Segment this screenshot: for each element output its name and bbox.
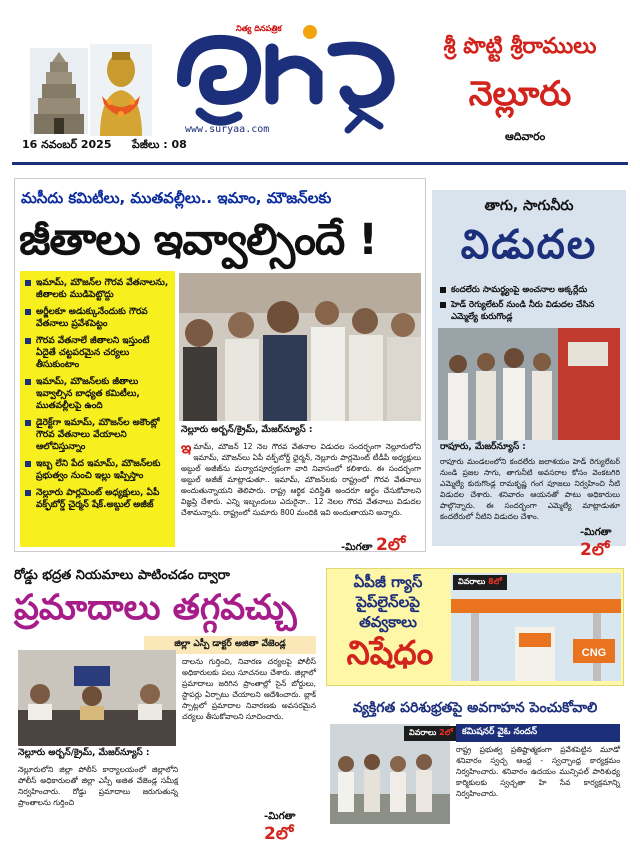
water-release-story	[432, 190, 626, 560]
cng-sign: CNG	[581, 647, 607, 659]
masthead-dedication: శ్రీ పొట్టి శ్రీరాములు	[443, 34, 597, 59]
continued-label: -మిగతా	[341, 542, 373, 553]
website-url[interactable]: www.suryaa.com	[185, 124, 270, 135]
release-highlights	[440, 284, 622, 326]
release-body: రాపూరు మండలంలోని కందలేరు జలాశయం హెడ్ రెగ్యులేటర్ నుండి ప్రజల సాగు, తాగునీటి అవసరాల కోసం వెంకటగిరి ఎమ్మెల్యే కురుగొండ్ల రామకృష్ణ గంగ పూజలు నిర్వహించి నీటి విడుదల చేశారు. శనివారం ఆయనతో పాటు అధికారులు పాల్గొన్నారు. ఈ సందర్భంగా ఎమ్మెల్యే మాట్లాడుతూ కందలేరులో నీటిని విడుదల చేశాం.	[440, 457, 620, 521]
release-credit: రాపూరు, మేజర్‌న్యూస్ :	[440, 442, 526, 452]
lead-body-text: మామ్, మౌజన్‌ 12 నెల గౌరవ వేతనాల విడుదల సందర్భంగా నెల్లూరులోని ఇమామ్, మౌజన్‌లు ఏపీ వక్ఫ్‌బోర్డ్ ఛైర్మన్, నెల్లూరు పార్లమెంట్ టీడీపీ అధ్యక్షులు అబ్దుల్ అజీజ్‌ను మర్యాదపూర్వకంగా వారి నివాసంలో కలిశారు. ఈ సందర్భంగా అబ్దుల్ అజీజ్ మాట్లాడుతూ.. ఇమామ్, మౌజన్‌లకు రాష్ట్రంలో గౌరవ వేతనాలు అందుతున్నాయని తెలిపారు. రాష్ట్ర ఆర్థిక పరిస్థితి అందరూ అర్థం చేసుకోవాలని విజ్ఞప్తి చేశారు. ఎన్ని ఇబ్బందులు ఎదురైనా.. 12 నెలల గౌరవ వేతనాలు విడుదల చేశామన్నారు. రాష్ట్రంలో సుమారు 800 మందికి ఇవి అందుతాయని అన్నారు.	[181, 442, 421, 517]
road-safety-story	[14, 566, 318, 842]
lead-credit: నెల్లూరు అర్బన్/క్రైమ్, మేజర్‌న్యూస్ :	[181, 425, 313, 435]
continued-label: -మిగతా	[580, 527, 612, 538]
gas-details-tag[interactable]	[453, 575, 507, 590]
continued-page: 2లో	[375, 535, 406, 555]
tag-page: 2లో	[439, 728, 453, 737]
accident-body-right: దాలను గుర్తించి, నివారణ చర్యలపై పోలీస్ అధికారులకు పలు సూచనలు చేశారు. జిల్లాలో ప్రమాదాలు జరిగిన ప్రాంతాల్లో సైన్ బోర్డులు, స్టాపర్లు ఏర్పాటు చేయాలని ఆదేశించారు. బ్లాక్ స్పాట్లలో ప్రమాదాల నివారణకు అవసరమైన చర్యలు తీసుకోవాలని సూచించారు.	[182, 657, 316, 721]
tag-page: 8లో	[488, 577, 502, 586]
lead-story-photo	[179, 273, 421, 421]
hygiene-byline: కమిషనర్ వైఓ నందన్	[456, 724, 620, 742]
drop-cap: ఇ	[181, 439, 192, 457]
accident-continued[interactable]	[264, 810, 318, 842]
surya-logo	[176, 20, 406, 140]
issue-day: ఆదివారం	[505, 130, 546, 143]
temple-gopuram-image	[30, 48, 88, 134]
continued-page: 2లో	[264, 824, 294, 842]
hygiene-story	[326, 696, 624, 828]
lead-kicker: మసీదు కమిటీలు, ముతవల్లీలు.. ఇమాం, మౌజన్‌లకు	[21, 189, 332, 207]
list-item: ఇమామ్, మౌజన్‌లకు జీతాలు ఇవ్వాల్సిన బాధ్యత కమిటీలు, ముతవల్లీలపై ఉంది	[25, 376, 170, 412]
hygiene-headline[interactable]: వ్యక్తిగత పరిశుభ్రతపై అవగాహన పెంచుకోవాలి	[352, 700, 598, 716]
release-kicker: తాగు, సాగునీరు	[484, 198, 574, 214]
potti-sriramulu-statue-image	[90, 44, 152, 136]
lead-continued[interactable]	[341, 535, 405, 559]
masthead	[0, 0, 640, 160]
list-item: అర్జీలకూ అడుక్కునేందుకు గౌరవ వేతనాలు ప్రవేశపెట్టం	[25, 306, 170, 330]
continued-page: 2లో	[580, 540, 610, 560]
accident-subtitle: జిల్లా ఎస్పీ డాక్టర్ అజితా వేజెండ్ల	[144, 636, 316, 654]
hygiene-body: రాష్ట్ర ప్రభుత్వ ప్రతిష్టాత్మకంగా ప్రవేశపెట్టిన మూడో శనివారం స్వచ్ఛ ఆంధ్ర - స్వచ్ఛాంధ్ర కార్యక్రమం నిర్వహించారు. శనివారం ఉదయం మున్సిపల్ పారిశుధ్య కార్మికులకు స్వచ్ఛతా హి సేవ కార్యక్రమాన్ని నిర్వహించారు.	[456, 745, 620, 798]
list-item: నెల్లూరు పార్లమెంట్ అధ్యక్షులు, ఏపీ వక్ఫ్‌బోర్డ్ చైర్మన్ షేక్.అబ్దుల్ అజీజ్	[25, 487, 170, 511]
gas-headline[interactable]: నిషేధం	[346, 633, 434, 672]
hygiene-details-tag[interactable]	[404, 726, 458, 741]
list-item: హెడ్ రెగ్యులేటర్ నుండి నీరు విడుదల చేసిన ఎమ్మెల్యే కురుగొండ్ల	[440, 299, 622, 323]
list-item: డైరెక్ట్‌గా ఇమామ్, మౌజన్‌ల అకౌంట్లో గౌరవ వేతనాలు వేయాలని ఆలోచిస్తున్నాం	[25, 417, 170, 453]
release-story-photo	[438, 328, 620, 440]
list-item: కందలేరు సామర్థ్యంపై అంచనాల అక్కర్లేదు	[440, 284, 622, 296]
tag-label: వివరాలు	[458, 577, 486, 586]
masthead-divider	[12, 162, 628, 165]
gas-line-3: తవ్వకాలు	[359, 613, 417, 631]
gas-line-1: ఏపీజీ గ్యాస్	[353, 573, 423, 591]
gas-line-2: పైప్‌లైన్‌లపై	[356, 593, 420, 611]
masthead-tagline: నిత్య దినపత్రిక	[236, 24, 282, 33]
accident-body-bottom: నెల్లూరులోని జిల్లా పోలీస్ కార్యాలయంలో జిల్లాలోని పోలీస్ అధికారులతో జిల్లా ఎస్పీ అజిత వేజెండ్ల సమీక్ష నిర్వహించారు. రోడ్డు ప్రమాదాలు జరుగుతున్న ప్రాంతాలను గుర్తించి	[18, 765, 178, 807]
continued-label: -మిగతా	[264, 811, 296, 822]
list-item: ఇమామ్, మౌజన్‌ల గౌరవ వేతనాలను, జీతాలకు ముడిపెట్టొద్దు	[25, 277, 170, 301]
list-item: గౌరవ వేతనాలే జీతాలని ఇస్తుంటే ఏదైతే చట్టపరమైన చర్యలు తీసుకుంటాం	[25, 335, 170, 371]
edition-city: నెల్లూరు	[468, 74, 572, 114]
lead-story	[14, 178, 426, 555]
accident-story-photo	[18, 650, 176, 746]
gas-pipeline-story	[326, 568, 624, 686]
lead-body	[181, 441, 421, 518]
lead-highlights	[20, 271, 175, 547]
accident-credit: నెల్లూరు అర్బన్/క్రైమ్, మేజర్‌న్యూస్ :	[18, 748, 150, 758]
accident-headline[interactable]: ప్రమాదాలు తగ్గవచ్చు	[14, 588, 297, 628]
release-continued[interactable]	[580, 526, 626, 564]
issue-date: 16 నవంబర్ 2025	[22, 138, 112, 151]
release-headline[interactable]: విడుదల	[460, 222, 598, 268]
lead-headline[interactable]: జీతాలు ఇవ్వాల్సిందే !	[19, 215, 377, 265]
accident-kicker: రోడ్డు భద్రత నియమాలు పాటించడం ద్వారా	[14, 568, 230, 583]
list-item: ఇబ్బ లేని పేద ఇమామ్, మౌజన్‌లకు ప్రభుత్వం నుంచి ఇల్లు ఇప్పిస్తాం	[25, 458, 170, 482]
tag-label: వివరాలు	[409, 728, 437, 737]
page-count: పేజీలు : 08	[132, 138, 187, 151]
